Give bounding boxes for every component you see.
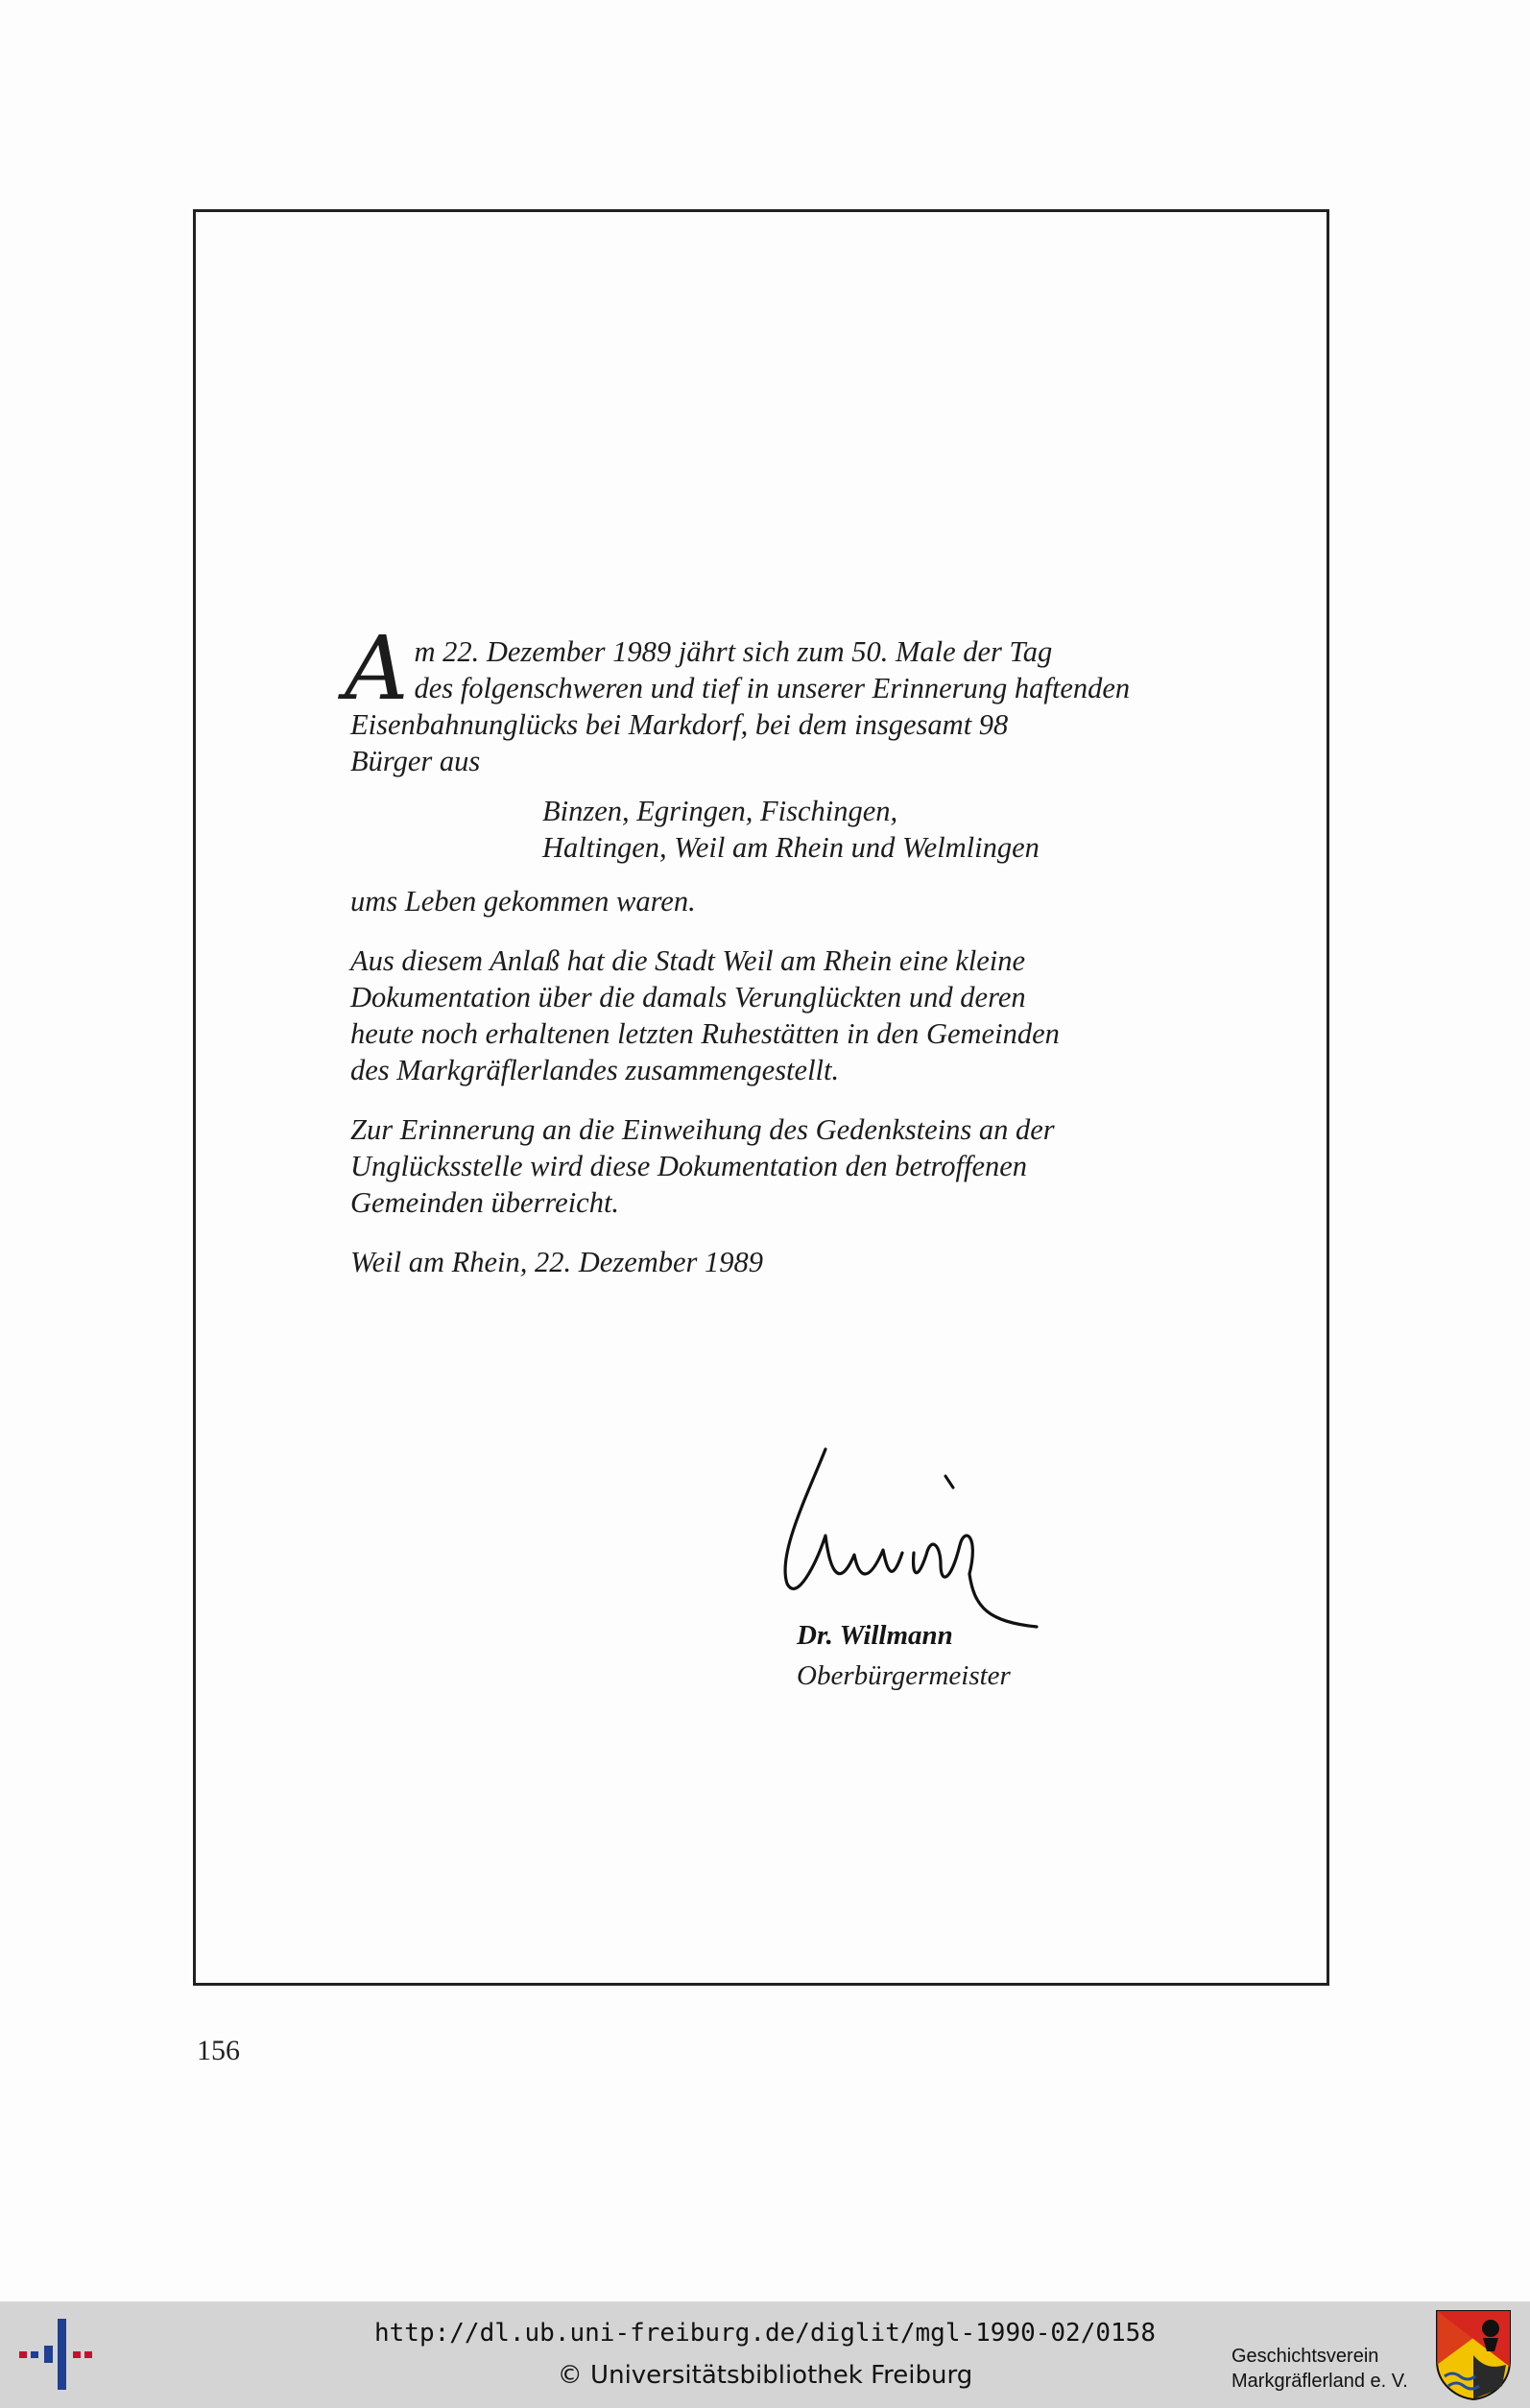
signatory-name: Dr. Willmann [797,1620,953,1651]
towns-line-1: Binzen, Egringen, Fischingen, [542,795,898,827]
coat-of-arms-icon [1435,2309,1512,2401]
footer-bar [0,2301,1530,2408]
doc-line-1: Aus diesem Anlaß hat die Stadt Weil am Rhein eine kleine [350,944,1026,977]
paragraph-deaths: ums Leben gekommen waren. [350,885,696,918]
letter-body [345,617,1214,1280]
towns-line-2: Haltingen, Weil am Rhein und Welmlingen [542,831,1040,864]
intro-line-2: des folgenschweren und tief in unserer Erinnerung haftenden [414,672,1131,704]
memorial-line-2: Unglücksstelle wird diese Dokumentation den betroffenen [350,1150,1028,1182]
memorial-line-3: Gemeinden überreicht. [350,1186,620,1219]
handwritten-signature [749,1440,1094,1632]
intro-line-3: Eisenbahnunglücks bei Markdorf, bei dem insgesamt 98 [350,708,1009,741]
signatory-title: Oberbürgermeister [797,1660,1011,1691]
society-line-2: Markgräflerland e. V. [1231,2371,1408,2392]
doc-line-3: heute noch erhaltenen letzten Ruhestätten in den Gemeinden [350,1017,1060,1050]
paragraph-intro [345,617,1214,779]
society-name [1231,2344,1433,2394]
intro-line-1: m 22. Dezember 1989 jährt sich zum 50. Male der Tag [414,635,1053,668]
drop-cap: A [345,617,409,720]
paragraph-memorial [350,1111,1214,1221]
copyright-notice: © Universitätsbibliothek Freiburg [557,2361,973,2390]
paragraph-documentation [350,942,1214,1088]
place-date: Weil am Rhein, 22. Dezember 1989 [350,1246,764,1278]
doc-line-2: Dokumentation über die damals Verunglückten und deren [350,981,1026,1013]
page-number: 156 [197,2035,240,2066]
society-line-1: Geschichtsverein [1231,2346,1379,2367]
towns-list [542,793,1214,866]
document-url[interactable]: http://dl.ub.uni-freiburg.de/diglit/mgl-1990-02/0158 [374,2319,1156,2348]
memorial-line-1: Zur Erinnerung an die Einweihung des Gedenksteins an der [350,1113,1055,1146]
doc-line-4: des Markgräflerlandes zusammengestellt. [350,1054,840,1086]
intro-line-4: Bürger aus [350,745,481,777]
